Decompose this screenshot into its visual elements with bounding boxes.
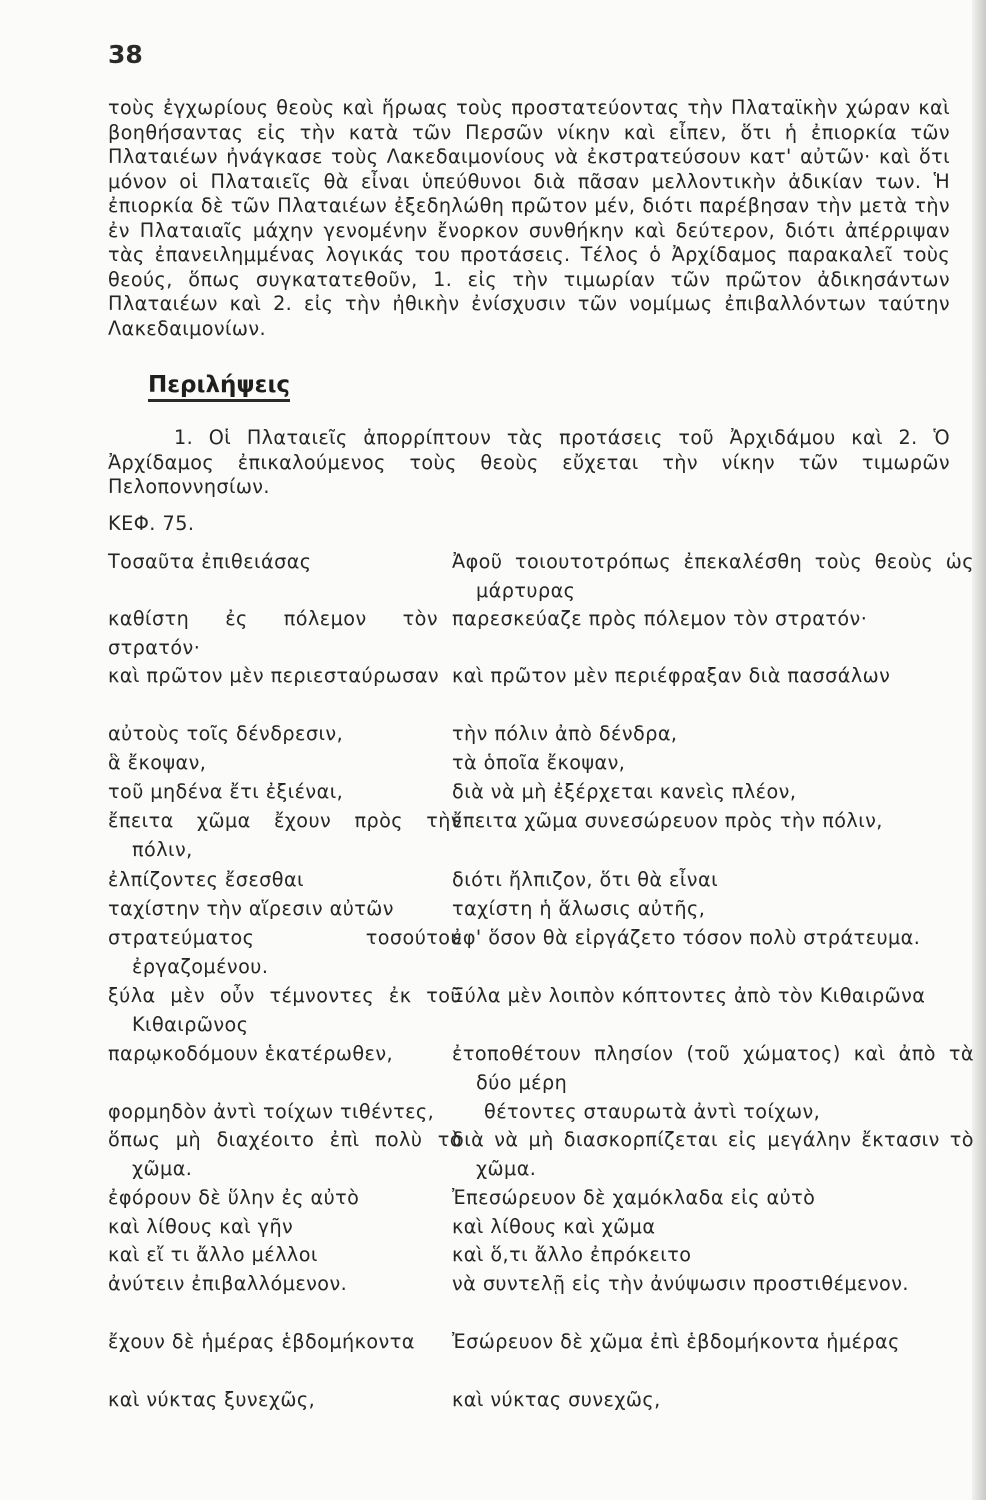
modern-text: καὶ νύκτας συνεχῶς, (452, 1388, 661, 1411)
modern-text: Ἀφοῦ τοιουτοτρόπως ἐπεκαλέσθη τοὺς θεοὺς ὡς μάρτυρας (452, 550, 974, 602)
intro-paragraph: τοὺς ἐγχωρίους θεοὺς καὶ ἥρωας τοὺς προστατεύοντας τὴν Πλαταϊκὴν χώραν καὶ βοηθήσαντας εἰς τὴν κατὰ τῶν Περσῶν νίκην καὶ εἶπεν, ὅτι ἡ ἐπιορκία τῶν Πλαταιέων ἠνάγκασε τοὺς Λακεδαιμονίους νὰ ἐκστρατεύσουν κατ' αὐτῶν· καὶ ὅτι μόνον οἱ Πλαταιεῖς θὰ εἶναι ὑπεύθυνοι διὰ πᾶσαν μελλοντικὴν ἀδικίαν των. Ἡ ἐπιορκία δὲ τῶν Πλαταιέων ἐξεδηλώθη πρῶτον μέν, διότι παρέβησαν τὴν μετὰ τὴν ἐν Πλαταιαῖς μάχην γενομένην ἔνορκον συνθήκην καὶ δεύτερον, διότι ἀπέρριψαν τὰς ἐπανειλημμένας λογικάς του προτάσεις. Τέλος ὁ Ἀρχίδαμος παρακαλεῖ τοὺς θεούς, ὅπως συγκατατεθοῦν, 1. εἰς τὴν τιμωρίαν τῶν πρῶτον ἀδικησάντων Πλαταιέων καὶ 2. εἰς τὴν ἠθικὴν ἐνίσχυσιν τῶν νομίμως ἐπιβαλλόντων ταύτην Λακεδαιμονίων. (108, 96, 950, 340)
ancient-text: αὐτοὺς τοῖς δένδρεσιν, (108, 722, 344, 745)
modern-text: τὴν πόλιν ἀπὸ δένδρα, (452, 722, 678, 745)
modern-text: θέτοντες σταυρωτὰ ἀντὶ τοίχων, (484, 1100, 821, 1123)
ancient-text: ἔπειτα χῶμα ἔχουν πρὸς τὴν πόλιν, (108, 809, 462, 861)
page-edge-shadow (972, 0, 986, 1500)
modern-text: καὶ πρῶτον μὲν περιέφραξαν διὰ πασσάλων (452, 664, 891, 687)
modern-text: παρεσκεύαζε πρὸς πόλεμον τὸν στρατόν· (452, 607, 868, 630)
ancient-text: καὶ εἴ τι ἄλλο μέλλοι (108, 1243, 318, 1266)
modern-text: διὰ νὰ μὴ διασκορπίζεται εἰς μεγάλην ἔκτασιν τὸ χῶμα. (452, 1128, 974, 1180)
ancient-text: ἔχουν δὲ ἡμέρας ἑβδομήκοντα (108, 1330, 415, 1353)
ancient-text: ἐλπίζοντες ἔσεσθαι (108, 868, 304, 891)
ancient-text: ξύλα μὲν οὖν τέμνοντες ἐκ τοῦ Κιθαιρῶνος (108, 984, 462, 1036)
ancient-text: καὶ νύκτας ξυνεχῶς, (108, 1388, 316, 1411)
ancient-text: τοῦ μηδένα ἔτι ἐξιέναι, (108, 780, 344, 803)
modern-text: διότι ἤλπιζον, ὅτι θὰ εἶναι (452, 868, 719, 891)
modern-text: διὰ νὰ μὴ ἐξέρχεται κανεὶς πλέον, (452, 780, 797, 803)
modern-text: Ἐπεσώρευον δὲ χαμόκλαδα εἰς αὐτὸ (452, 1186, 816, 1209)
modern-text: ταχίστη ἡ ἅλωσις αὐτῆς, (452, 897, 706, 920)
ancient-text: ταχίστην τὴν αἵρεσιν αὐτῶν (108, 897, 394, 920)
chapter-label: ΚΕΦ. 75. (108, 512, 195, 535)
modern-text: ἐτοποθέτουν πλησίον (τοῦ χώματος) καὶ ἀπὸ τὰ δύο μέρη (452, 1042, 974, 1094)
modern-text: Ξύλα μὲν λοιπὸν κόπτοντες ἀπὸ τὸν Κιθαιρῶνα (452, 984, 926, 1007)
ancient-text: παρῳκοδόμουν ἑκατέρωθεν, (108, 1042, 394, 1065)
modern-text: ἐφ' ὅσον θὰ εἰργάζετο τόσον πολὺ στράτευμα. (452, 926, 921, 949)
section-heading: Περιλήψεις (148, 372, 290, 402)
modern-text: ἔπειτα χῶμα συνεσώρευον πρὸς τὴν πόλιν, (452, 809, 883, 832)
modern-text: καὶ λίθους καὶ χῶμα (452, 1215, 656, 1238)
modern-text: καὶ ὅ,τι ἄλλο ἐπρόκειτο (452, 1243, 692, 1266)
ancient-text: φορμηδὸν ἀντὶ τοίχων τιθέντες, (108, 1100, 435, 1123)
modern-text: τὰ ὁποῖα ἔκοψαν, (452, 751, 626, 774)
ancient-text: ἃ ἔκοψαν, (108, 751, 207, 774)
ancient-text: ἐφόρουν δὲ ὕλην ἐς αὐτὸ (108, 1186, 360, 1209)
ancient-text: καθίστη ἐς πόλεμον τὸν στρατόν· (108, 607, 438, 659)
ancient-text: καὶ λίθους καὶ γῆν (108, 1215, 294, 1238)
modern-text: Ἐσώρευον δὲ χῶμα ἐπὶ ἑβδομήκοντα ἡμέρας (452, 1330, 900, 1353)
summary-paragraph: 1. Οἱ Πλαταιεῖς ἀπορρίπτουν τὰς προτάσεις τοῦ Ἀρχιδάμου καὶ 2. Ὁ Ἀρχίδαμος ἐπικαλούμενος τοὺς θεοὺς εὔχεται τὴν νίκην τῶν τιμωρῶν Πελοποννησίων. (108, 426, 950, 498)
page-number: 38 (108, 40, 143, 69)
ancient-text: ἀνύτειν ἐπιβαλλόμενον. (108, 1272, 348, 1295)
ancient-text: ὅπως μὴ διαχέοιτο ἐπὶ πολὺ τὸ χῶμα. (108, 1128, 462, 1180)
modern-text: νὰ συντελῇ εἰς τὴν ἀνύψωσιν προστιθέμενον. (452, 1272, 909, 1295)
ancient-text: στρατεύματος τοσούτου ἐργαζομένου. (108, 926, 462, 978)
ancient-text: καὶ πρῶτον μὲν περιεσταύρωσαν (108, 664, 440, 687)
ancient-text: Τοσαῦτα ἐπιθειάσας (108, 550, 312, 573)
